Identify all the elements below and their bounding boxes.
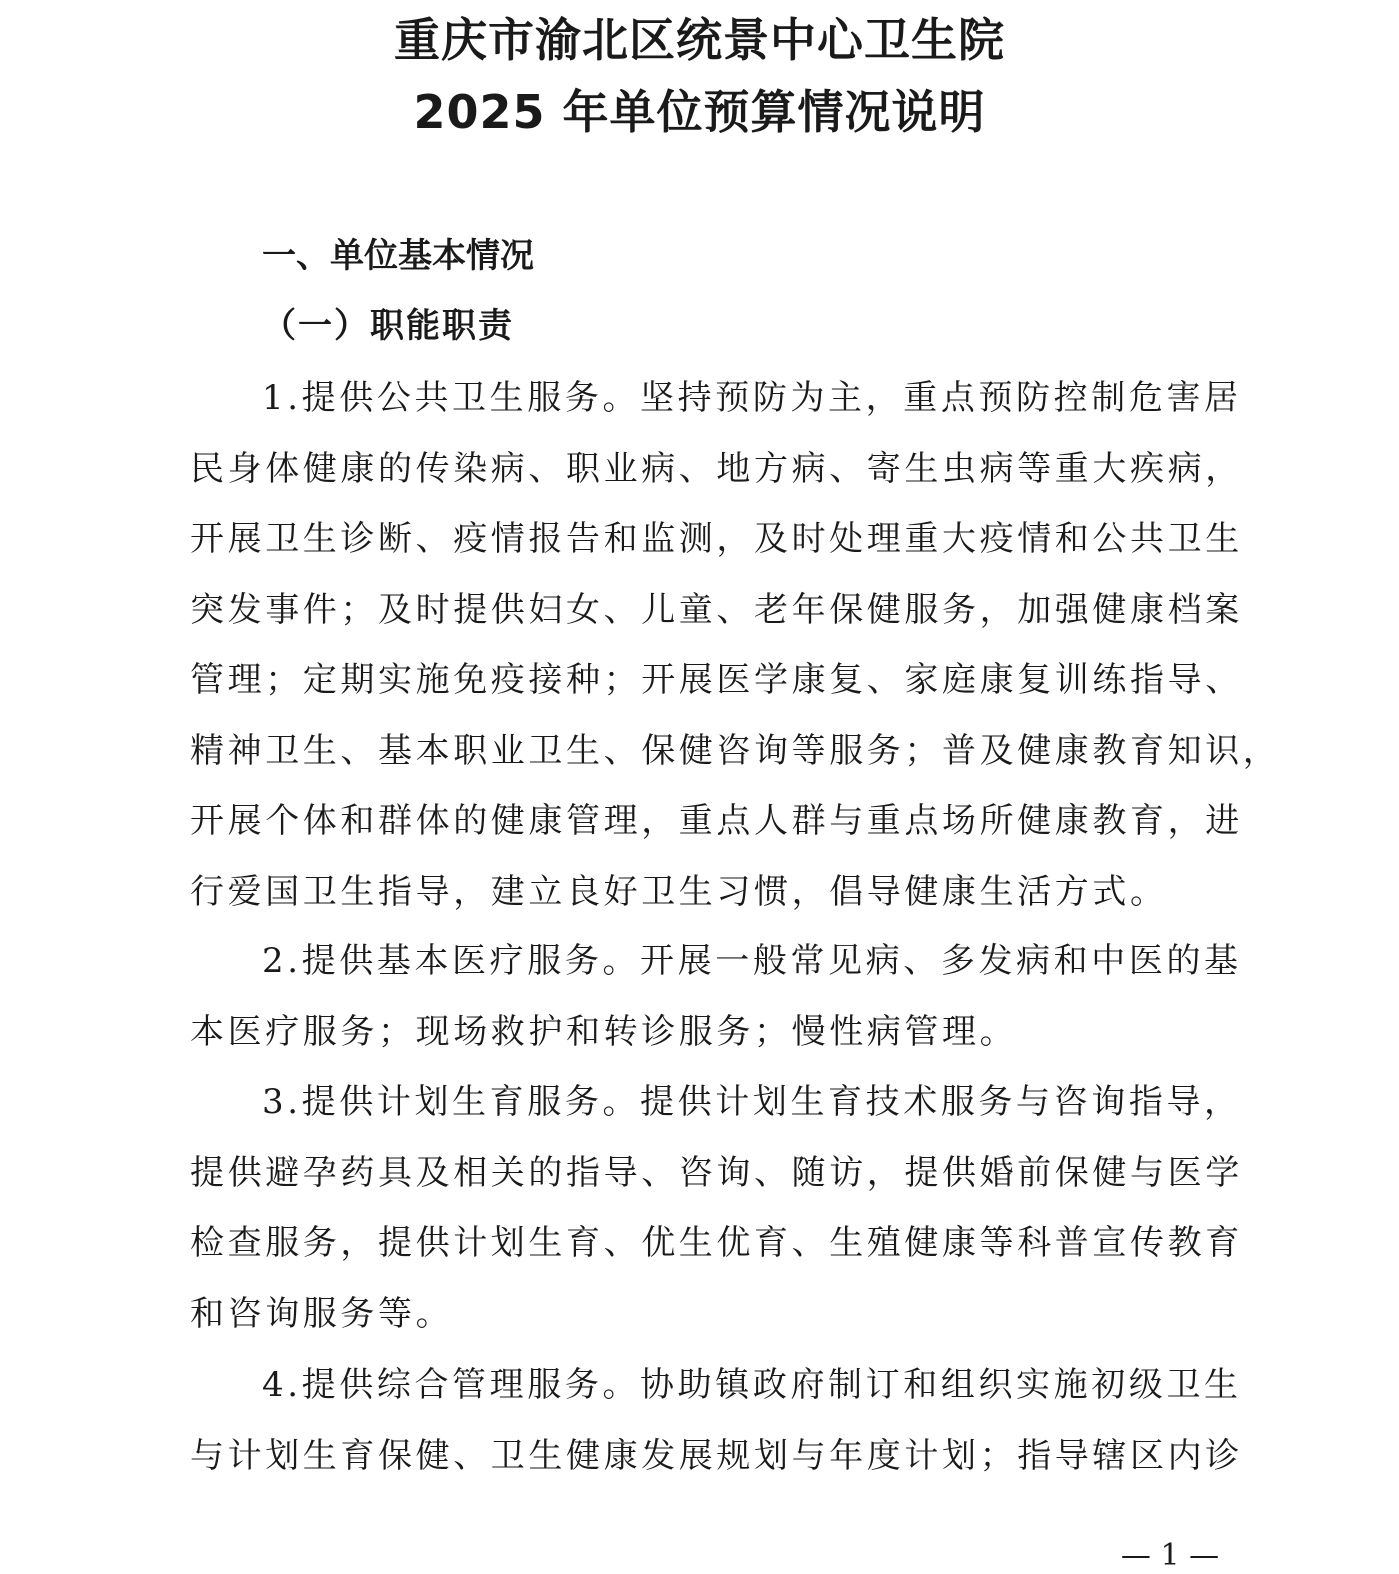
paragraph-line: 民身体健康的传染病、职业病、地方病、寄生虫病等重大疾病， [190, 448, 1243, 489]
paragraph-line: 2.提供基本医疗服务。开展一般常见病、多发病和中医的基 [262, 941, 1242, 981]
paragraph-line: 检查服务，提供计划生育、优生优育、生殖健康等科普宣传教育 [190, 1223, 1243, 1263]
subsection-heading-functions: （一）职能职责 [262, 306, 514, 346]
paragraph-line: 提供避孕药具及相关的指导、咨询、随访，提供婚前保健与医学 [190, 1152, 1243, 1193]
paragraph-line: 本医疗服务；现场救护和转诊服务；慢性病管理。 [190, 1011, 1018, 1052]
paragraph-line: 与计划生育保健、卫生健康发展规划与年度计划；指导辖区内诊 [190, 1435, 1243, 1476]
paragraph-line: 开展个体和群体的健康管理，重点人群与重点场所健康教育，进 [190, 801, 1243, 841]
paragraph-line: 和咨询服务等。 [190, 1293, 454, 1334]
page-number: — 1 — [1120, 1538, 1220, 1573]
paragraph-line: 3.提供计划生育服务。提供计划生育技术服务与咨询指导， [262, 1082, 1242, 1122]
section-heading-basic-info: 一、单位基本情况 [262, 236, 534, 276]
paragraph-line: 精神卫生、基本职业卫生、保健咨询等服务；普及健康教育知识， [190, 730, 1281, 771]
paragraph-management [190, 1350, 1250, 1491]
paragraph-line: 开展卫生诊断、疫情报告和监测，及时处理重大疫情和公共卫生 [190, 519, 1243, 559]
paragraph-line: 行爱国卫生指导，建立良好卫生习惯，倡导健康生活方式。 [190, 871, 1168, 912]
paragraph-basic-medical [190, 926, 1250, 1067]
paragraph-line: 4.提供综合管理服务。协助镇政府制订和组织实施初级卫生 [262, 1365, 1242, 1405]
paragraph-line: 管理；定期实施免疫接种；开展医学康复、家庭康复训练指导、 [190, 660, 1243, 700]
document-title-line2: 2025 年单位预算情况说明 [413, 85, 986, 139]
paragraph-line: 1.提供公共卫生服务。坚持预防为主，重点预防控制危害居 [262, 378, 1242, 418]
paragraph-family-planning [190, 1067, 1250, 1349]
paragraph-public-health [190, 363, 1281, 927]
paragraph-line: 突发事件；及时提供妇女、儿童、老年保健服务，加强健康档案 [190, 589, 1243, 630]
document-title-line1: 重庆市渝北区统景中心卫生院 [394, 13, 1005, 67]
